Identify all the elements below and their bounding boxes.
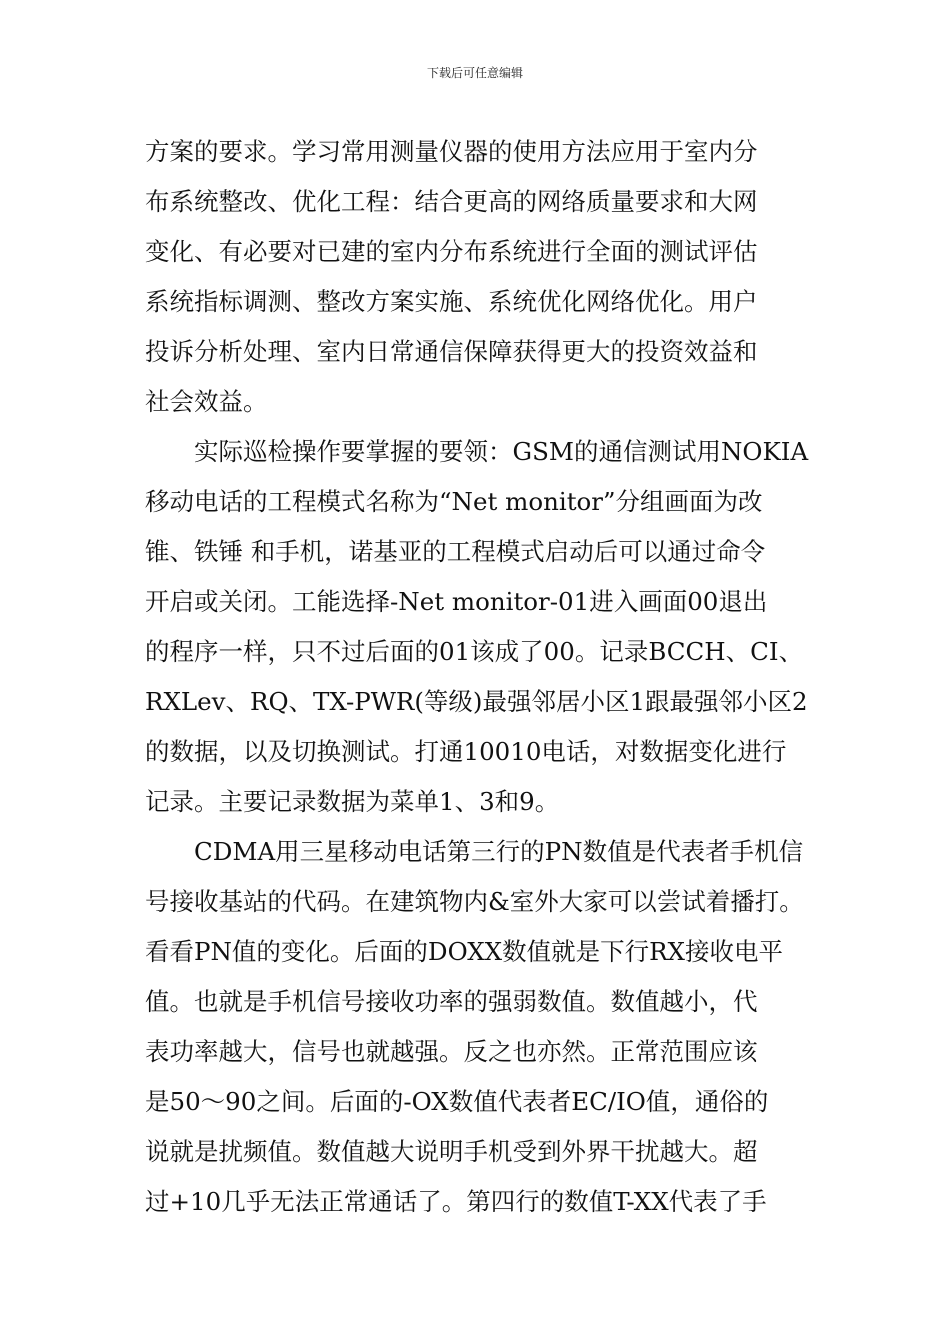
text-line: 社会效益。 <box>145 387 268 416</box>
text-line: 过+10几乎无法正常通话了。第四行的数值T-XX代表了手 <box>145 1187 767 1216</box>
text-line: 的数据，以及切换测试。打通10010电话，对数据变化进行 <box>145 737 787 766</box>
text-line: 表功率越大，信号也就越强。反之也亦然。正常范围应该 <box>145 1037 758 1066</box>
text-line: 开启或关闭。工能选择-Net monitor-01进入画面00退出 <box>145 587 768 616</box>
text-line: CDMA用三星移动电话第三行的PN数值是代表者手机信 <box>194 837 804 866</box>
document-body <box>145 127 815 1227</box>
text-line: 是50～90之间。后面的-OX数值代表者EC/IO值，通俗的 <box>145 1087 769 1116</box>
text-line: 看看PN值的变化。后面的DOXX数值就是下行RX接收电平 <box>145 937 783 966</box>
text-line: 的程序一样，只不过后面的01该成了00。记录BCCH、CI、 <box>145 637 804 666</box>
text-line: 系统指标调测、整改方案实施、系统优化网络优化。用户 <box>145 287 758 316</box>
text-line: 变化、有必要对已建的室内分布系统进行全面的测试评估 <box>145 237 758 266</box>
text-line: 记录。主要记录数据为菜单1、3和9。 <box>145 787 560 816</box>
text-line: 方案的要求。学习常用测量仪器的使用方法应用于室内分 <box>145 137 758 166</box>
text-line: 移动电话的工程模式名称为“Net monitor”分组画面为改 <box>145 487 763 516</box>
text-line: RXLev、RQ、TX-PWR(等级)最强邻居小区1跟最强邻小区2 <box>145 687 808 716</box>
text-line: 值。也就是手机信号接收功率的强弱数值。数值越小，代 <box>145 987 758 1016</box>
text-line: 实际巡检操作要掌握的要领：GSM的通信测试用NOKIA <box>194 437 809 466</box>
text-line: 号接收基站的代码。在建筑物内&室外大家可以尝试着播打。 <box>145 887 804 916</box>
text-line: 投诉分析处理、室内日常通信保障获得更大的投资效益和 <box>145 337 758 366</box>
text-line: 锥、铁锤 和手机，诺基亚的工程模式启动后可以通过命令 <box>145 537 766 566</box>
text-line: 说就是扰频值。数值越大说明手机受到外界干扰越大。超 <box>145 1137 758 1166</box>
text-line: 布系统整改、优化工程：结合更高的网络质量要求和大网 <box>145 187 758 216</box>
page-header: 下载后可任意编辑 <box>426 66 523 80</box>
